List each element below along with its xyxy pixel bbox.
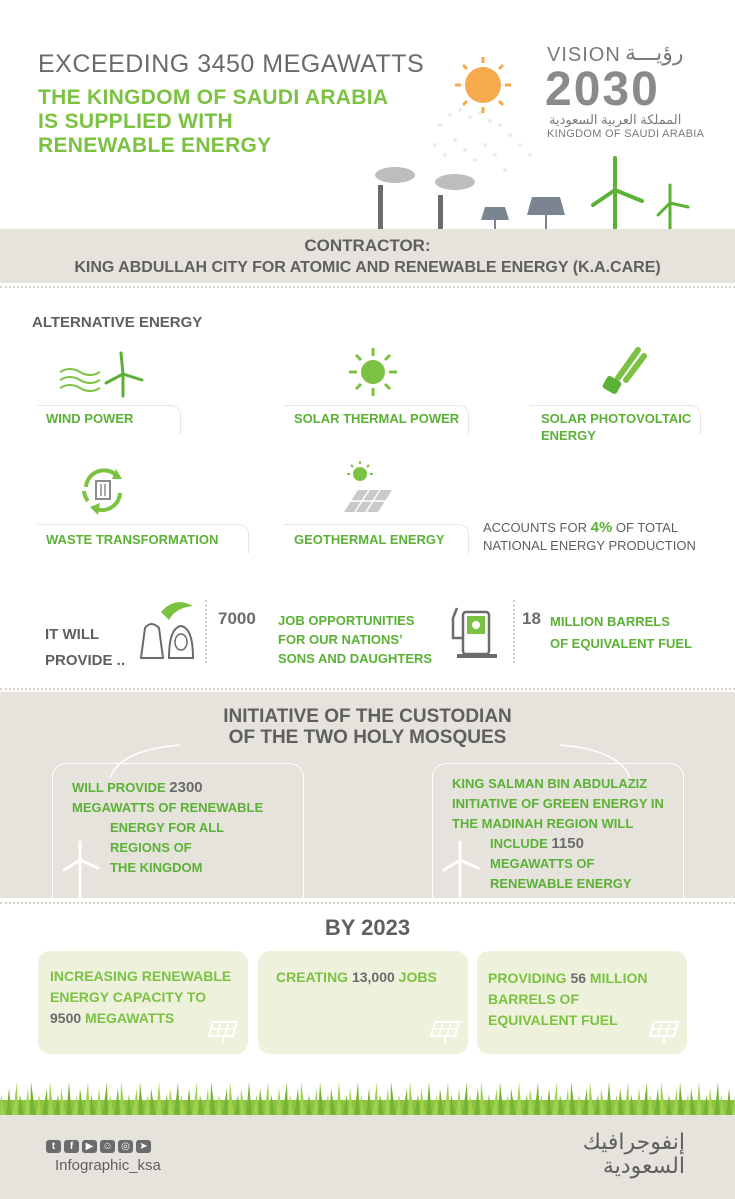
telegram-icon[interactable]: ➤ [136,1140,151,1153]
instagram-icon[interactable]: ◎ [118,1140,133,1153]
initiative-title-2: OF THE TWO HOLY MOSQUES [228,727,507,748]
jobs-text-3: SONS AND DAUGHTERS [278,651,433,666]
vision-arabic-word: رؤيـــة [625,40,684,65]
geothermal-label: GEOTHERMAL ENERGY [294,532,445,547]
vision-english-name: KINGDOM OF SAUDI ARABIA [547,128,705,140]
footer-handle[interactable]: Infographic_ksa [55,1157,161,1174]
goal3-post: MILLION [586,970,648,986]
divider-v2 [513,600,515,663]
alternative-energy-title: ALTERNATIVE ENERGY [32,314,203,331]
wind-power-icon [58,350,148,398]
goal3-number: 56 [570,970,587,986]
right-l6: RENEWABLE ENERGY [490,876,632,891]
accounts-text [483,519,703,555]
left-l5: THE KINGDOM [110,860,203,875]
left-l4: REGIONS OF [110,840,192,855]
brand-line2: السعودية [602,1153,685,1178]
left-pre: WILL PROVIDE [72,780,170,795]
divider-v1 [205,600,207,663]
by-2023-title: BY 2023 [324,915,411,940]
solar-panel-icon [427,1018,463,1044]
initiative-left-text [72,778,263,878]
brand-line1: إنفوجرافيك [582,1129,685,1154]
geothermal-panel-icon [332,460,396,516]
solar-thermal-sun-icon [347,346,399,398]
facebook-icon[interactable]: f [64,1140,79,1153]
headline-megawatts: EXCEEDING 3450 MEGAWATTS [38,50,425,78]
wind-power-label: WIND POWER [46,411,134,426]
headline-kingdom: THE KINGDOM OF SAUDI ARABIA [38,86,389,109]
jobs-text-2: FOR OUR NATIONS’ [278,632,403,647]
divider [0,286,735,288]
vision-word: VISION [547,44,621,66]
right-l3: THE MADINAH REGION WILL [452,816,634,831]
footer-brand [565,1130,685,1178]
contractor-name: KING ABDULLAH CITY FOR ATOMIC AND RENEWABLE ENERGY (K.A.CARE) [74,259,661,276]
jobs-text-1: JOB OPPORTUNITIES [278,613,415,628]
initiative-title-1: INITIATIVE OF THE CUSTODIAN [223,706,512,727]
divider [0,902,735,904]
fuel-text [550,611,692,655]
solar-pv-label: SOLAR PHOTOVOLTAIC ENERGY [541,411,692,443]
factory-chimney-icon [375,167,475,229]
right-pre4: INCLUDE [490,836,552,851]
left-l2: MEGAWATTS OF RENEWABLE [72,800,264,815]
goal2-pre: CREATING [276,969,352,985]
vision-2030-logo [545,40,705,140]
left-number: 2300 [169,779,203,796]
goal1-number: 9500 [50,1010,82,1026]
fuel-text-1: MILLION BARRELS [550,614,670,629]
right-l1: KING SALMAN BIN ABDULAZIZ [452,776,648,791]
right-l5: MEGAWATTS OF [490,856,595,871]
solar-panel-icon [481,197,565,230]
twitter-icon[interactable]: t [46,1140,61,1153]
will-line2: PROVIDE .. [45,652,126,669]
goal-fuel-text [488,968,647,1031]
goal3-l2: BARRELS OF [488,991,579,1007]
goal1-l1: INCREASING RENEWABLE [50,968,232,984]
it-will-provide-label [45,622,125,674]
goal3-l3: EQUIVALENT FUEL [488,1012,618,1028]
social-icons [46,1136,154,1154]
right-number: 1150 [551,835,584,852]
headline-supplied: IS SUPPLIED WITH [38,110,233,133]
accounts-pre: ACCOUNTS FOR [483,520,591,535]
accounts-post: OF TOTAL NATIONAL ENERGY PRODUCTION [483,520,696,553]
vision-arabic-name: المملكة العربية السعودية [549,112,682,127]
youtube-icon[interactable]: ▶ [82,1140,97,1153]
solar-thermal-label: SOLAR THERMAL POWER [294,411,460,426]
solar-panel-icon [205,1018,241,1044]
goal1-l3: MEGAWATTS [81,1010,175,1026]
wind-turbine-icon [593,158,688,229]
bulb-icon [598,342,650,398]
divider [0,688,735,690]
fuel-text-2: OF EQUIVALENT FUEL [550,636,693,651]
map-dots [433,108,532,172]
people-icon [135,598,205,662]
goal3-pre: PROVIDING [488,970,571,986]
goal-jobs-text [276,967,437,988]
recycle-icon [76,463,130,517]
waste-transformation-label: WASTE TRANSFORMATION [46,532,219,547]
jobs-text [278,611,432,668]
left-l3: ENERGY FOR ALL [110,820,225,835]
will-line1: IT WILL [45,626,100,643]
accounts-percent: 4% [590,519,613,536]
grass-decoration [0,1076,735,1118]
headline-renewable: RENEWABLE ENERGY [38,134,272,157]
fuel-number: 18 [522,609,541,628]
snapchat-icon[interactable]: ☺ [100,1140,115,1153]
goal2-post: JOBS [394,969,437,985]
solar-panel-icon [646,1018,682,1044]
contractor-title: CONTRACTOR: [304,236,431,255]
initiative-right-text [452,774,664,894]
goal1-l2: ENERGY CAPACITY TO [50,989,207,1005]
right-l2: INITIATIVE OF GREEN ENERGY IN [452,796,664,811]
sun-icon [455,57,511,113]
goal2-number: 13,000 [351,969,395,985]
fuel-pump-icon [443,598,503,662]
jobs-number: 7000 [218,609,256,628]
vision-number: 2030 [545,63,660,116]
